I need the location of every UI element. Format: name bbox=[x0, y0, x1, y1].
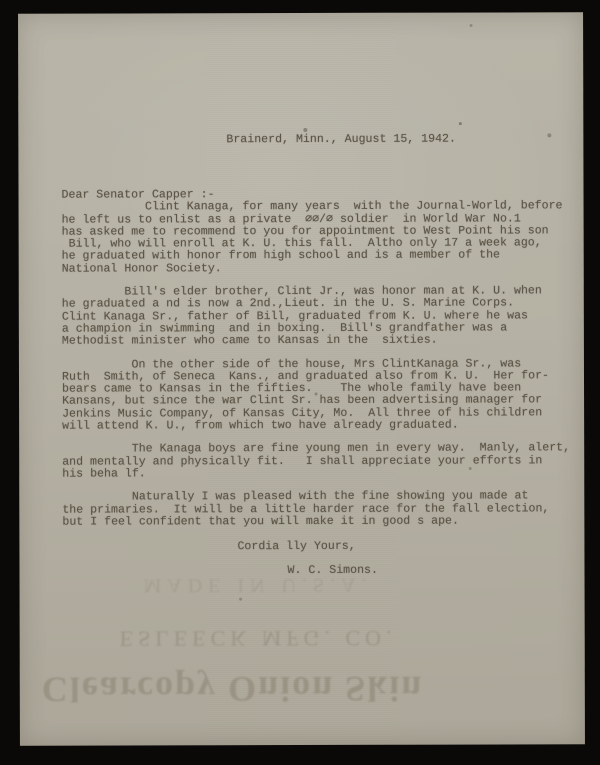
paragraph-1: Clint Kanaga, for many years with the Journal-World, before he left us to enlist as a private ∅∅/∅ soldier in World War No.1 has asked me to recommend to you for appointment to West Point his son Bill, who will enroll at K. U. this fall. Altho only 17 a week ago, he graduated with honor from high school and is a member of the National Honor Society. bbox=[61, 199, 563, 276]
letter-body bbox=[62, 188, 571, 578]
paragraph-5: Naturally I was pleased with the fine showing you made at the primaries. It will be a little harder race for the fall election, but I feel confident that you will make it in good s ape. bbox=[62, 489, 550, 529]
dateline: Brainerd, Minn., August 15, 1942. bbox=[226, 132, 456, 147]
watermark-made-in-usa: MADE IN U.S.A. bbox=[143, 573, 373, 597]
letter-paper bbox=[18, 12, 585, 745]
paragraph-3: On the other side of the house, Mrs ClintKanaga Sr., was Ruth Smith, of Seneca Kans., and graduated also from K. U. Her for- bears came to Kansas in the fifties. The whole family have been Kansans, but since the war Clint Sr. has been advertising manager for Jenkins Music Company, of Kansas City, Mo. All three of his children will attend K. U., from which two have already graduated. bbox=[61, 356, 550, 433]
paragraph-4: The Kanaga boys are fine young men in every way. Manly, alert, and mentally and physically fit. I shall appreciate your efforts in his beha lf. bbox=[62, 441, 571, 481]
paper-specks bbox=[18, 14, 20, 16]
watermark-clearcopy-onion-skin: Clearcopy Onion Skin bbox=[41, 668, 424, 710]
signature: W. C. Simons. bbox=[287, 564, 378, 578]
paragraph-2: Bill's elder brother, Clint Jr., was honor man at K. U. when he graduated a nd is now a 2nd.,Lieut. in the U. S. Marine Corps. Clint Kanaga Sr., father of Bill, graduated from K. U. where he was a champion in swimming and in boxing. Bill's grandfather was a Methodist minister who came to Kansas in the sixties. bbox=[61, 284, 542, 348]
salutation: Dear Senator Capper :- bbox=[61, 188, 215, 202]
closing: Cordia lly Yours, bbox=[237, 539, 356, 554]
watermark-esleeck-mfg-co: ESLEECK MFG. CO. bbox=[119, 625, 397, 652]
